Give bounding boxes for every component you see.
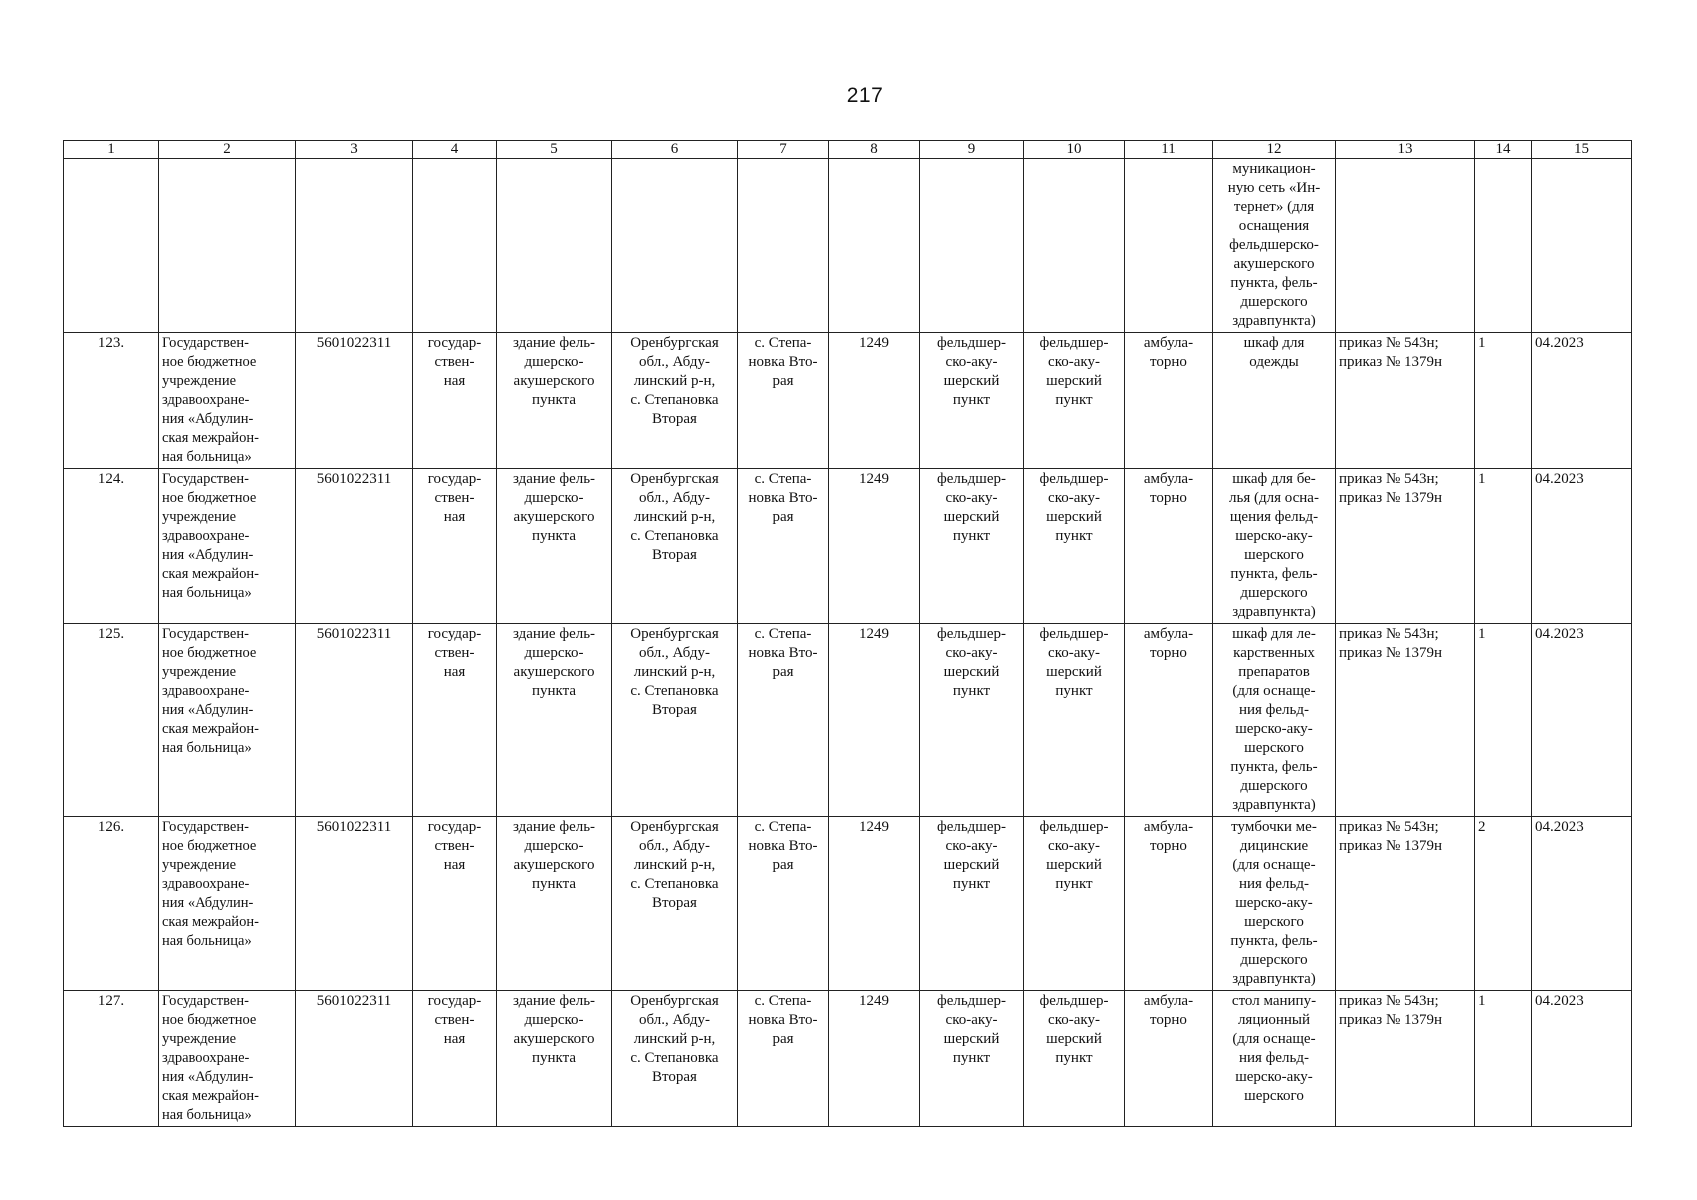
population-cell: 1249 bbox=[829, 817, 920, 991]
column-number: 3 bbox=[296, 141, 413, 159]
organization-cell: Государствен- ное бюджетное учреждение здравоохране- ния «Абдулин- ская межрайон- ная больница» bbox=[159, 333, 296, 469]
ownership-cell: государ- ствен- ная bbox=[413, 624, 497, 817]
table-cell bbox=[296, 159, 413, 333]
facility-type-cell: фельдшер- ско-аку- шерский пункт bbox=[920, 624, 1024, 817]
column-number: 11 bbox=[1125, 141, 1213, 159]
population-cell: 1249 bbox=[829, 991, 920, 1127]
table-cell bbox=[413, 159, 497, 333]
column-number-row bbox=[64, 141, 1632, 159]
address-cell: Оренбургская обл., Абду- линский р-н, с. Степановка Вторая bbox=[612, 624, 738, 817]
care-form-cell: амбула- торно bbox=[1125, 991, 1213, 1127]
ownership-cell: государ- ствен- ная bbox=[413, 817, 497, 991]
settlement-cell: с. Степа- новка Вто- рая bbox=[738, 624, 829, 817]
column-number: 1 bbox=[64, 141, 159, 159]
ownership-cell: государ- ствен- ная bbox=[413, 469, 497, 624]
column-number: 4 bbox=[413, 141, 497, 159]
row-number-cell: 127. bbox=[64, 991, 159, 1127]
table-cell bbox=[159, 159, 296, 333]
row-number-cell: 126. bbox=[64, 817, 159, 991]
ownership-cell: государ- ствен- ная bbox=[413, 333, 497, 469]
column-number: 9 bbox=[920, 141, 1024, 159]
object-cell: здание фель- дшерско- акушерского пункта bbox=[497, 624, 612, 817]
equipment-item-cell: стол манипу- ляционный (для оснаще- ния фельд- шерско-аку- шерского bbox=[1213, 991, 1336, 1127]
page-number: 217 bbox=[846, 84, 884, 107]
column-number: 14 bbox=[1475, 141, 1532, 159]
population-cell: 1249 bbox=[829, 624, 920, 817]
regulation-cell: приказ № 543н; приказ № 1379н bbox=[1336, 991, 1475, 1127]
column-number: 8 bbox=[829, 141, 920, 159]
address-cell: Оренбургская обл., Абду- линский р-н, с. Степановка Вторая bbox=[612, 333, 738, 469]
table-cell bbox=[1532, 159, 1632, 333]
inn-cell: 5601022311 bbox=[296, 624, 413, 817]
date-cell: 04.2023 bbox=[1532, 624, 1632, 817]
table-cell bbox=[612, 159, 738, 333]
table-row bbox=[64, 817, 1632, 991]
register-table bbox=[63, 140, 1632, 1127]
quantity-cell: 1 bbox=[1475, 469, 1532, 624]
facility-type-cell: фельдшер- ско-аку- шерский пункт bbox=[920, 991, 1024, 1127]
table-cell bbox=[1125, 159, 1213, 333]
care-form-cell: амбула- торно bbox=[1125, 333, 1213, 469]
equipment-item-cell: муникацион- ную сеть «Ин- тернет» (для оснащения фельдшерско- акушерского пункта, фель- дшерского здравпункта) bbox=[1213, 159, 1336, 333]
table-row bbox=[64, 333, 1632, 469]
settlement-cell: с. Степа- новка Вто- рая bbox=[738, 817, 829, 991]
facility-type-cell: фельдшер- ско-аку- шерский пункт bbox=[920, 817, 1024, 991]
table-cell bbox=[829, 159, 920, 333]
column-number: 5 bbox=[497, 141, 612, 159]
quantity-cell: 2 bbox=[1475, 817, 1532, 991]
inn-cell: 5601022311 bbox=[296, 469, 413, 624]
table-cell bbox=[920, 159, 1024, 333]
ownership-cell: государ- ствен- ная bbox=[413, 991, 497, 1127]
regulation-cell: приказ № 543н; приказ № 1379н bbox=[1336, 333, 1475, 469]
table-cell bbox=[1024, 159, 1125, 333]
equipment-item-cell: шкаф для ле- карственных препаратов (для оснаще- ния фельд- шерско-аку- шерского пункта, фель- дшерского здравпункта) bbox=[1213, 624, 1336, 817]
object-cell: здание фель- дшерско- акушерского пункта bbox=[497, 991, 612, 1127]
object-cell: здание фель- дшерско- акушерского пункта bbox=[497, 469, 612, 624]
facility-type-cell: фельдшер- ско-аку- шерский пункт bbox=[920, 333, 1024, 469]
care-form-cell: амбула- торно bbox=[1125, 624, 1213, 817]
inn-cell: 5601022311 bbox=[296, 817, 413, 991]
facility-type-planned-cell: фельдшер- ско-аку- шерский пункт bbox=[1024, 333, 1125, 469]
regulation-cell: приказ № 543н; приказ № 1379н bbox=[1336, 624, 1475, 817]
facility-type-planned-cell: фельдшер- ско-аку- шерский пункт bbox=[1024, 624, 1125, 817]
regulation-cell: приказ № 543н; приказ № 1379н bbox=[1336, 817, 1475, 991]
table-cell bbox=[738, 159, 829, 333]
facility-type-planned-cell: фельдшер- ско-аку- шерский пункт bbox=[1024, 817, 1125, 991]
date-cell: 04.2023 bbox=[1532, 991, 1632, 1127]
date-cell: 04.2023 bbox=[1532, 817, 1632, 991]
column-number: 15 bbox=[1532, 141, 1632, 159]
care-form-cell: амбула- торно bbox=[1125, 469, 1213, 624]
settlement-cell: с. Степа- новка Вто- рая bbox=[738, 333, 829, 469]
organization-cell: Государствен- ное бюджетное учреждение здравоохране- ния «Абдулин- ская межрайон- ная больница» bbox=[159, 991, 296, 1127]
table-row bbox=[64, 991, 1632, 1127]
facility-type-planned-cell: фельдшер- ско-аку- шерский пункт bbox=[1024, 991, 1125, 1127]
column-number: 2 bbox=[159, 141, 296, 159]
quantity-cell: 1 bbox=[1475, 333, 1532, 469]
organization-cell: Государствен- ное бюджетное учреждение здравоохране- ния «Абдулин- ская межрайон- ная больница» bbox=[159, 624, 296, 817]
row-number-cell: 124. bbox=[64, 469, 159, 624]
table-cell bbox=[497, 159, 612, 333]
date-cell: 04.2023 bbox=[1532, 333, 1632, 469]
column-number: 13 bbox=[1336, 141, 1475, 159]
organization-cell: Государствен- ное бюджетное учреждение здравоохране- ния «Абдулин- ская межрайон- ная больница» bbox=[159, 469, 296, 624]
equipment-item-cell: шкаф для бе- лья (для осна- щения фельд- шерско-аку- шерского пункта, фель- дшерского здравпункта) bbox=[1213, 469, 1336, 624]
object-cell: здание фель- дшерско- акушерского пункта bbox=[497, 817, 612, 991]
facility-type-cell: фельдшер- ско-аку- шерский пункт bbox=[920, 469, 1024, 624]
column-number: 10 bbox=[1024, 141, 1125, 159]
address-cell: Оренбургская обл., Абду- линский р-н, с. Степановка Вторая bbox=[612, 469, 738, 624]
object-cell: здание фель- дшерско- акушерского пункта bbox=[497, 333, 612, 469]
equipment-item-cell: тумбочки ме- дицинские (для оснаще- ния фельд- шерско-аку- шерского пункта, фель- дшерского здравпункта) bbox=[1213, 817, 1336, 991]
table-cell bbox=[1336, 159, 1475, 333]
organization-cell: Государствен- ное бюджетное учреждение здравоохране- ния «Абдулин- ская межрайон- ная больница» bbox=[159, 817, 296, 991]
inn-cell: 5601022311 bbox=[296, 991, 413, 1127]
table-row bbox=[64, 624, 1632, 817]
population-cell: 1249 bbox=[829, 469, 920, 624]
column-number: 7 bbox=[738, 141, 829, 159]
inn-cell: 5601022311 bbox=[296, 333, 413, 469]
continuation-row bbox=[64, 159, 1632, 333]
table-row bbox=[64, 469, 1632, 624]
address-cell: Оренбургская обл., Абду- линский р-н, с. Степановка Вторая bbox=[612, 991, 738, 1127]
equipment-item-cell: шкаф для одежды bbox=[1213, 333, 1336, 469]
date-cell: 04.2023 bbox=[1532, 469, 1632, 624]
row-number-cell: 123. bbox=[64, 333, 159, 469]
column-number: 12 bbox=[1213, 141, 1336, 159]
table-cell bbox=[64, 159, 159, 333]
quantity-cell: 1 bbox=[1475, 991, 1532, 1127]
population-cell: 1249 bbox=[829, 333, 920, 469]
address-cell: Оренбургская обл., Абду- линский р-н, с. Степановка Вторая bbox=[612, 817, 738, 991]
table-cell bbox=[1475, 159, 1532, 333]
facility-type-planned-cell: фельдшер- ско-аку- шерский пункт bbox=[1024, 469, 1125, 624]
quantity-cell: 1 bbox=[1475, 624, 1532, 817]
settlement-cell: с. Степа- новка Вто- рая bbox=[738, 991, 829, 1127]
settlement-cell: с. Степа- новка Вто- рая bbox=[738, 469, 829, 624]
row-number-cell: 125. bbox=[64, 624, 159, 817]
care-form-cell: амбула- торно bbox=[1125, 817, 1213, 991]
column-number: 6 bbox=[612, 141, 738, 159]
regulation-cell: приказ № 543н; приказ № 1379н bbox=[1336, 469, 1475, 624]
